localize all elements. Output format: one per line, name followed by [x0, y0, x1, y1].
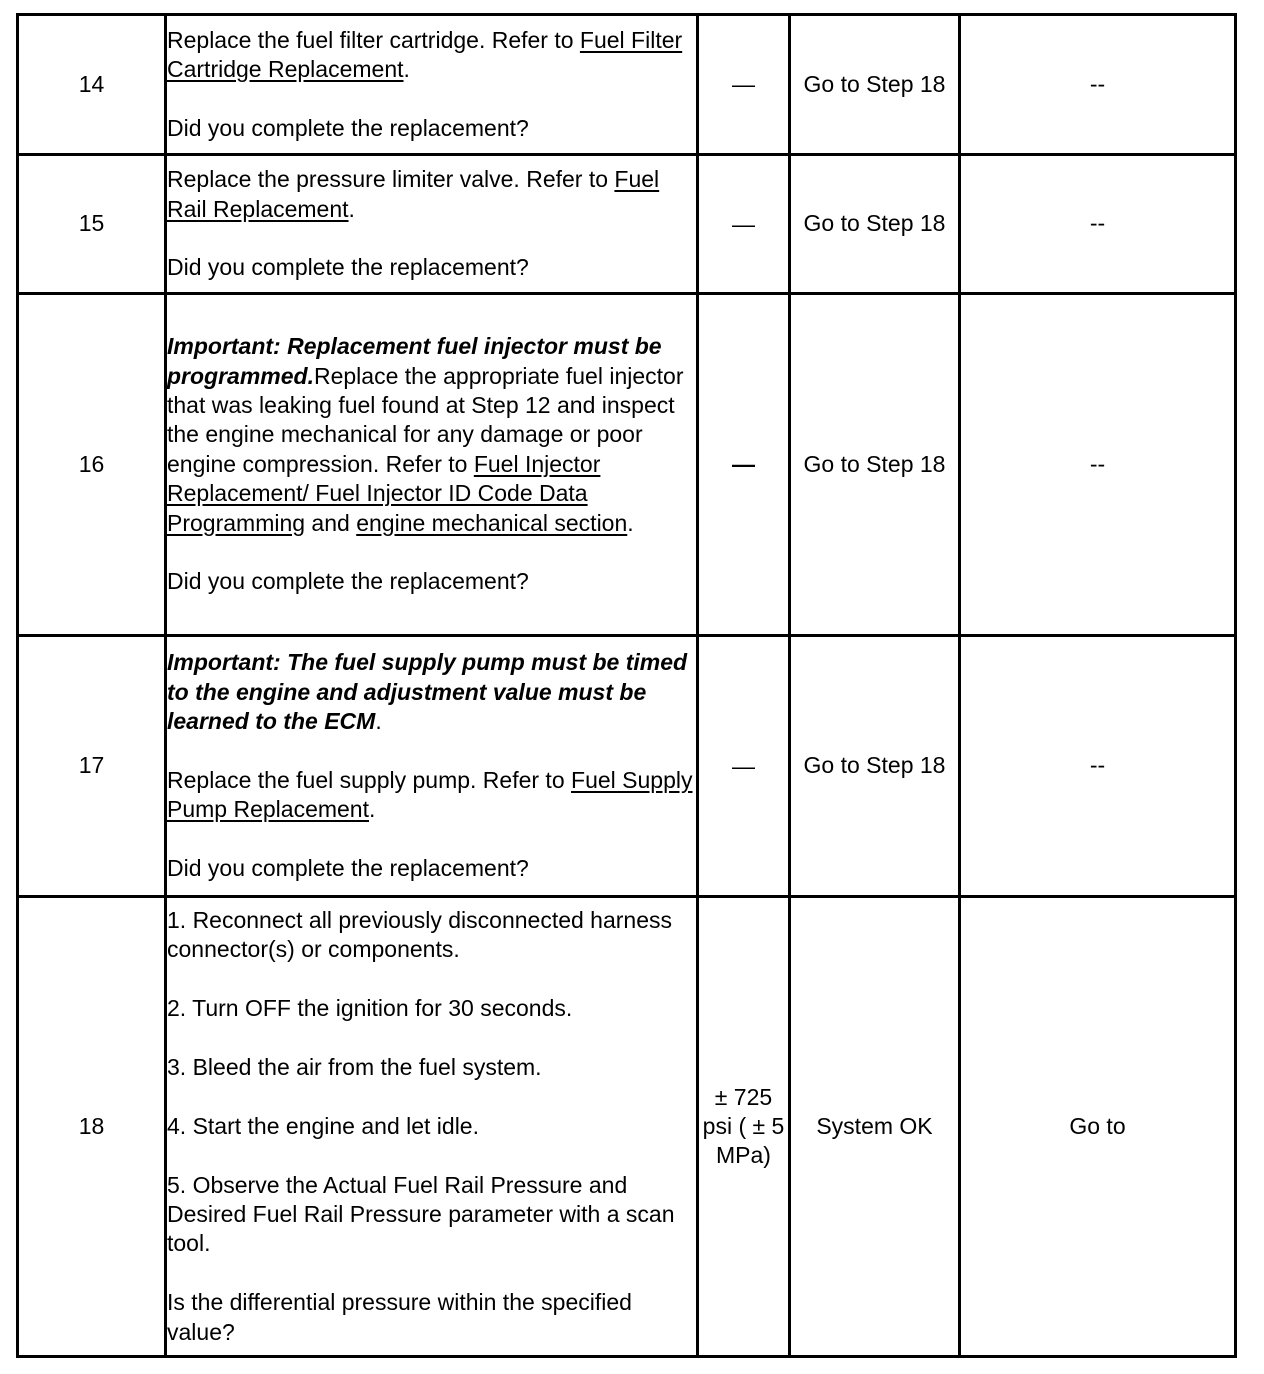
punctuation: .	[627, 509, 634, 536]
table-row	[18, 155, 1236, 294]
punctuation: .	[369, 796, 376, 823]
procedure-step: 2. Turn OFF the ignition for 30 seconds.	[167, 995, 573, 1022]
conjunction-text: and	[305, 509, 357, 536]
specified-value: ± 725 psi ( ± 5 MPa)	[698, 897, 790, 1357]
value-dash: —	[732, 210, 755, 237]
important-note: Important: The fuel supply pump must be timed to the engine and adjustment value must be learned to the ECM	[167, 649, 688, 735]
value-cell	[698, 636, 790, 897]
value-dash: —	[732, 752, 755, 779]
step-number: 15	[18, 155, 166, 294]
value-cell	[698, 15, 790, 155]
action-cell	[166, 294, 698, 636]
value-dash: —	[732, 451, 755, 477]
step-number: 16	[18, 294, 166, 636]
punctuation: .	[348, 195, 355, 222]
action-text: Replace the pressure limiter valve. Refer to	[167, 166, 615, 193]
value-dash: —	[732, 71, 755, 97]
yes-result: Go to Step 18	[790, 636, 960, 897]
action-text: Replace the appropriate fuel injector that was leaking fuel found at Step 12 and inspect the engine mechanical for any damage or poor engine compression. Refer to	[167, 362, 684, 477]
important-note: Important: Replacement fuel injector must be programmed.	[167, 333, 662, 389]
procedure-step: 1. Reconnect all previously disconnected harness connector(s) or components.	[167, 906, 673, 963]
yes-result: Go to Step 18	[790, 155, 960, 294]
action-cell	[166, 897, 698, 1357]
punctuation: .	[375, 708, 382, 735]
fuel-supply-pump-replacement-link[interactable]: Fuel Supply Pump Replacement	[167, 767, 693, 823]
table-row	[18, 15, 1236, 155]
fuel-rail-replacement-link[interactable]: Fuel Rail Replacement	[167, 166, 660, 222]
yes-result: Go to Step 18	[790, 294, 960, 636]
yes-result: Go to Step 18	[790, 15, 960, 155]
action-cell	[166, 155, 698, 294]
table-row	[18, 636, 1236, 897]
value-cell	[698, 155, 790, 294]
question-text: Did you complete the replacement?	[167, 254, 529, 281]
question-text: Did you complete the replacement?	[167, 855, 529, 882]
action-text: Replace the fuel filter cartridge. Refer to	[167, 26, 580, 53]
question-text: Did you complete the replacement?	[167, 568, 529, 595]
no-result: Go to	[960, 897, 1236, 1357]
engine-mechanical-section-link[interactable]: engine mechanical section	[356, 509, 628, 536]
action-cell	[166, 636, 698, 897]
table-row	[18, 294, 1236, 636]
no-result: --	[960, 636, 1236, 897]
no-result: --	[960, 155, 1236, 294]
fuel-filter-cartridge-replacement-link[interactable]: Fuel Filter Cartridge Replacement	[167, 26, 683, 83]
fuel-injector-replacement-link[interactable]: Fuel Injector Replacement/ Fuel Injector ID Code Data Programming	[167, 450, 601, 536]
no-result: --	[960, 15, 1236, 155]
diagnostic-steps-table	[16, 13, 1237, 1358]
question-text: Is the differential pressure within the specified value?	[167, 1289, 632, 1345]
yes-result: System OK	[790, 897, 960, 1357]
value-cell	[698, 294, 790, 636]
action-text: Replace the fuel supply pump. Refer to	[167, 767, 572, 793]
action-cell	[166, 15, 698, 155]
procedure-step: 3. Bleed the air from the fuel system.	[167, 1053, 542, 1080]
procedure-step: 5. Observe the Actual Fuel Rail Pressure and Desired Fuel Rail Pressure parameter with a scan tool.	[167, 1171, 675, 1257]
no-result: --	[960, 294, 1236, 636]
procedure-step: 4. Start the engine and let idle.	[167, 1112, 479, 1139]
step-number: 17	[18, 636, 166, 897]
punctuation: .	[403, 56, 410, 83]
step-number: 14	[18, 15, 166, 155]
table-row	[18, 897, 1236, 1357]
question-text: Did you complete the replacement?	[167, 114, 529, 141]
step-number: 18	[18, 897, 166, 1357]
